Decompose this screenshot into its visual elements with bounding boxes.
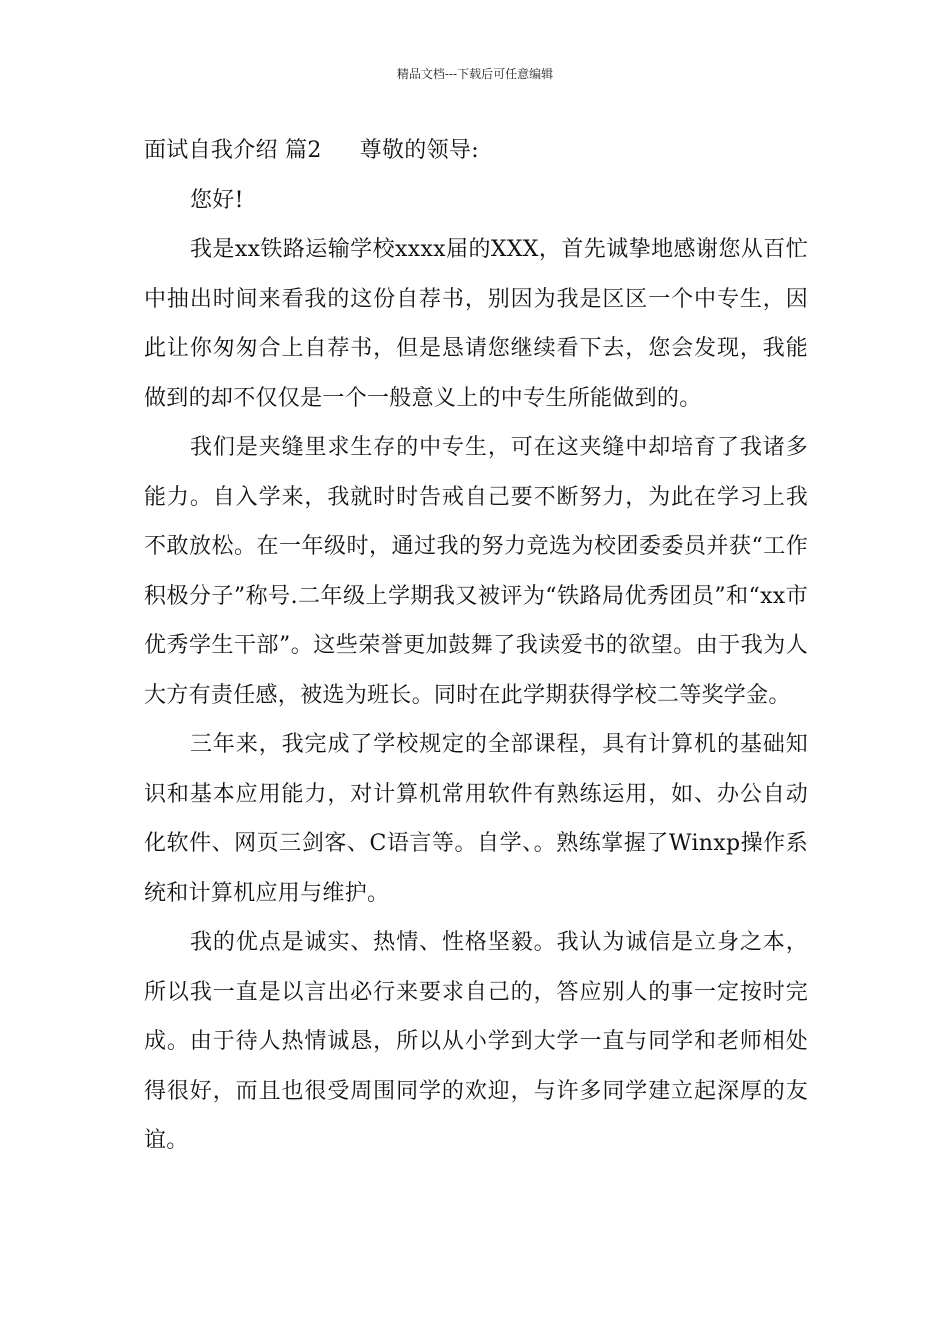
- title-line: [144, 126, 808, 176]
- document-heading: 面试自我介绍 篇2: [144, 138, 322, 163]
- body-paragraph: 我是xx铁路运输学校xxxx届的XXX，首先诚挚地感谢您从百忙中抽出时间来看我的这份自荐书，别因为我是区区一个中专生，因此让你匆匆合上自荐书，但是恳请您继续看下去，您会发现，我能做到的却不仅仅是一个一般意义上的中专生所能做到的。: [144, 237, 808, 411]
- greeting-paragraph: 您好!: [190, 187, 244, 213]
- body-paragraph: 我的优点是诚实、热情、性格坚毅。我认为诚信是立身之本，所以我一直是以言出必行来要求自己的，答应别人的事一定按时完成。由于待人热情诚恳，所以从小学到大学一直与同学和老师相处得很好，而且也很受周围同学的欢迎，与许多同学建立起深厚的友谊。: [144, 930, 808, 1153]
- body-paragraph: 三年来，我完成了学校规定的全部课程，具有计算机的基础知识和基本应用能力，对计算机常用软件有熟练运用，如、办公自动化软件、网页三剑客、C语言等。自学、。熟练掌握了Winxp操作系统和计算机应用与维护。: [144, 732, 808, 906]
- page-header: 精品文档---下载后可任意编辑: [396, 67, 554, 81]
- document-body: [144, 126, 808, 1166]
- salutation: 尊敬的领导:: [359, 138, 479, 163]
- body-paragraph: 我们是夹缝里求生存的中专生，可在这夹缝中却培育了我诸多能力。自入学来，我就时时告戒自己要不断努力，为此在学习上我不敢放松。在一年级时，通过我的努力竞选为校团委委员并获“工作积极分子”称号.二年级上学期我又被评为“铁路局优秀团员”和“xx市优秀学生干部”。这些荣誉更加鼓舞了我读爱书的欲望。由于我为人大方有责任感，被选为班长。同时在此学期获得学校二等奖学金。: [144, 435, 808, 708]
